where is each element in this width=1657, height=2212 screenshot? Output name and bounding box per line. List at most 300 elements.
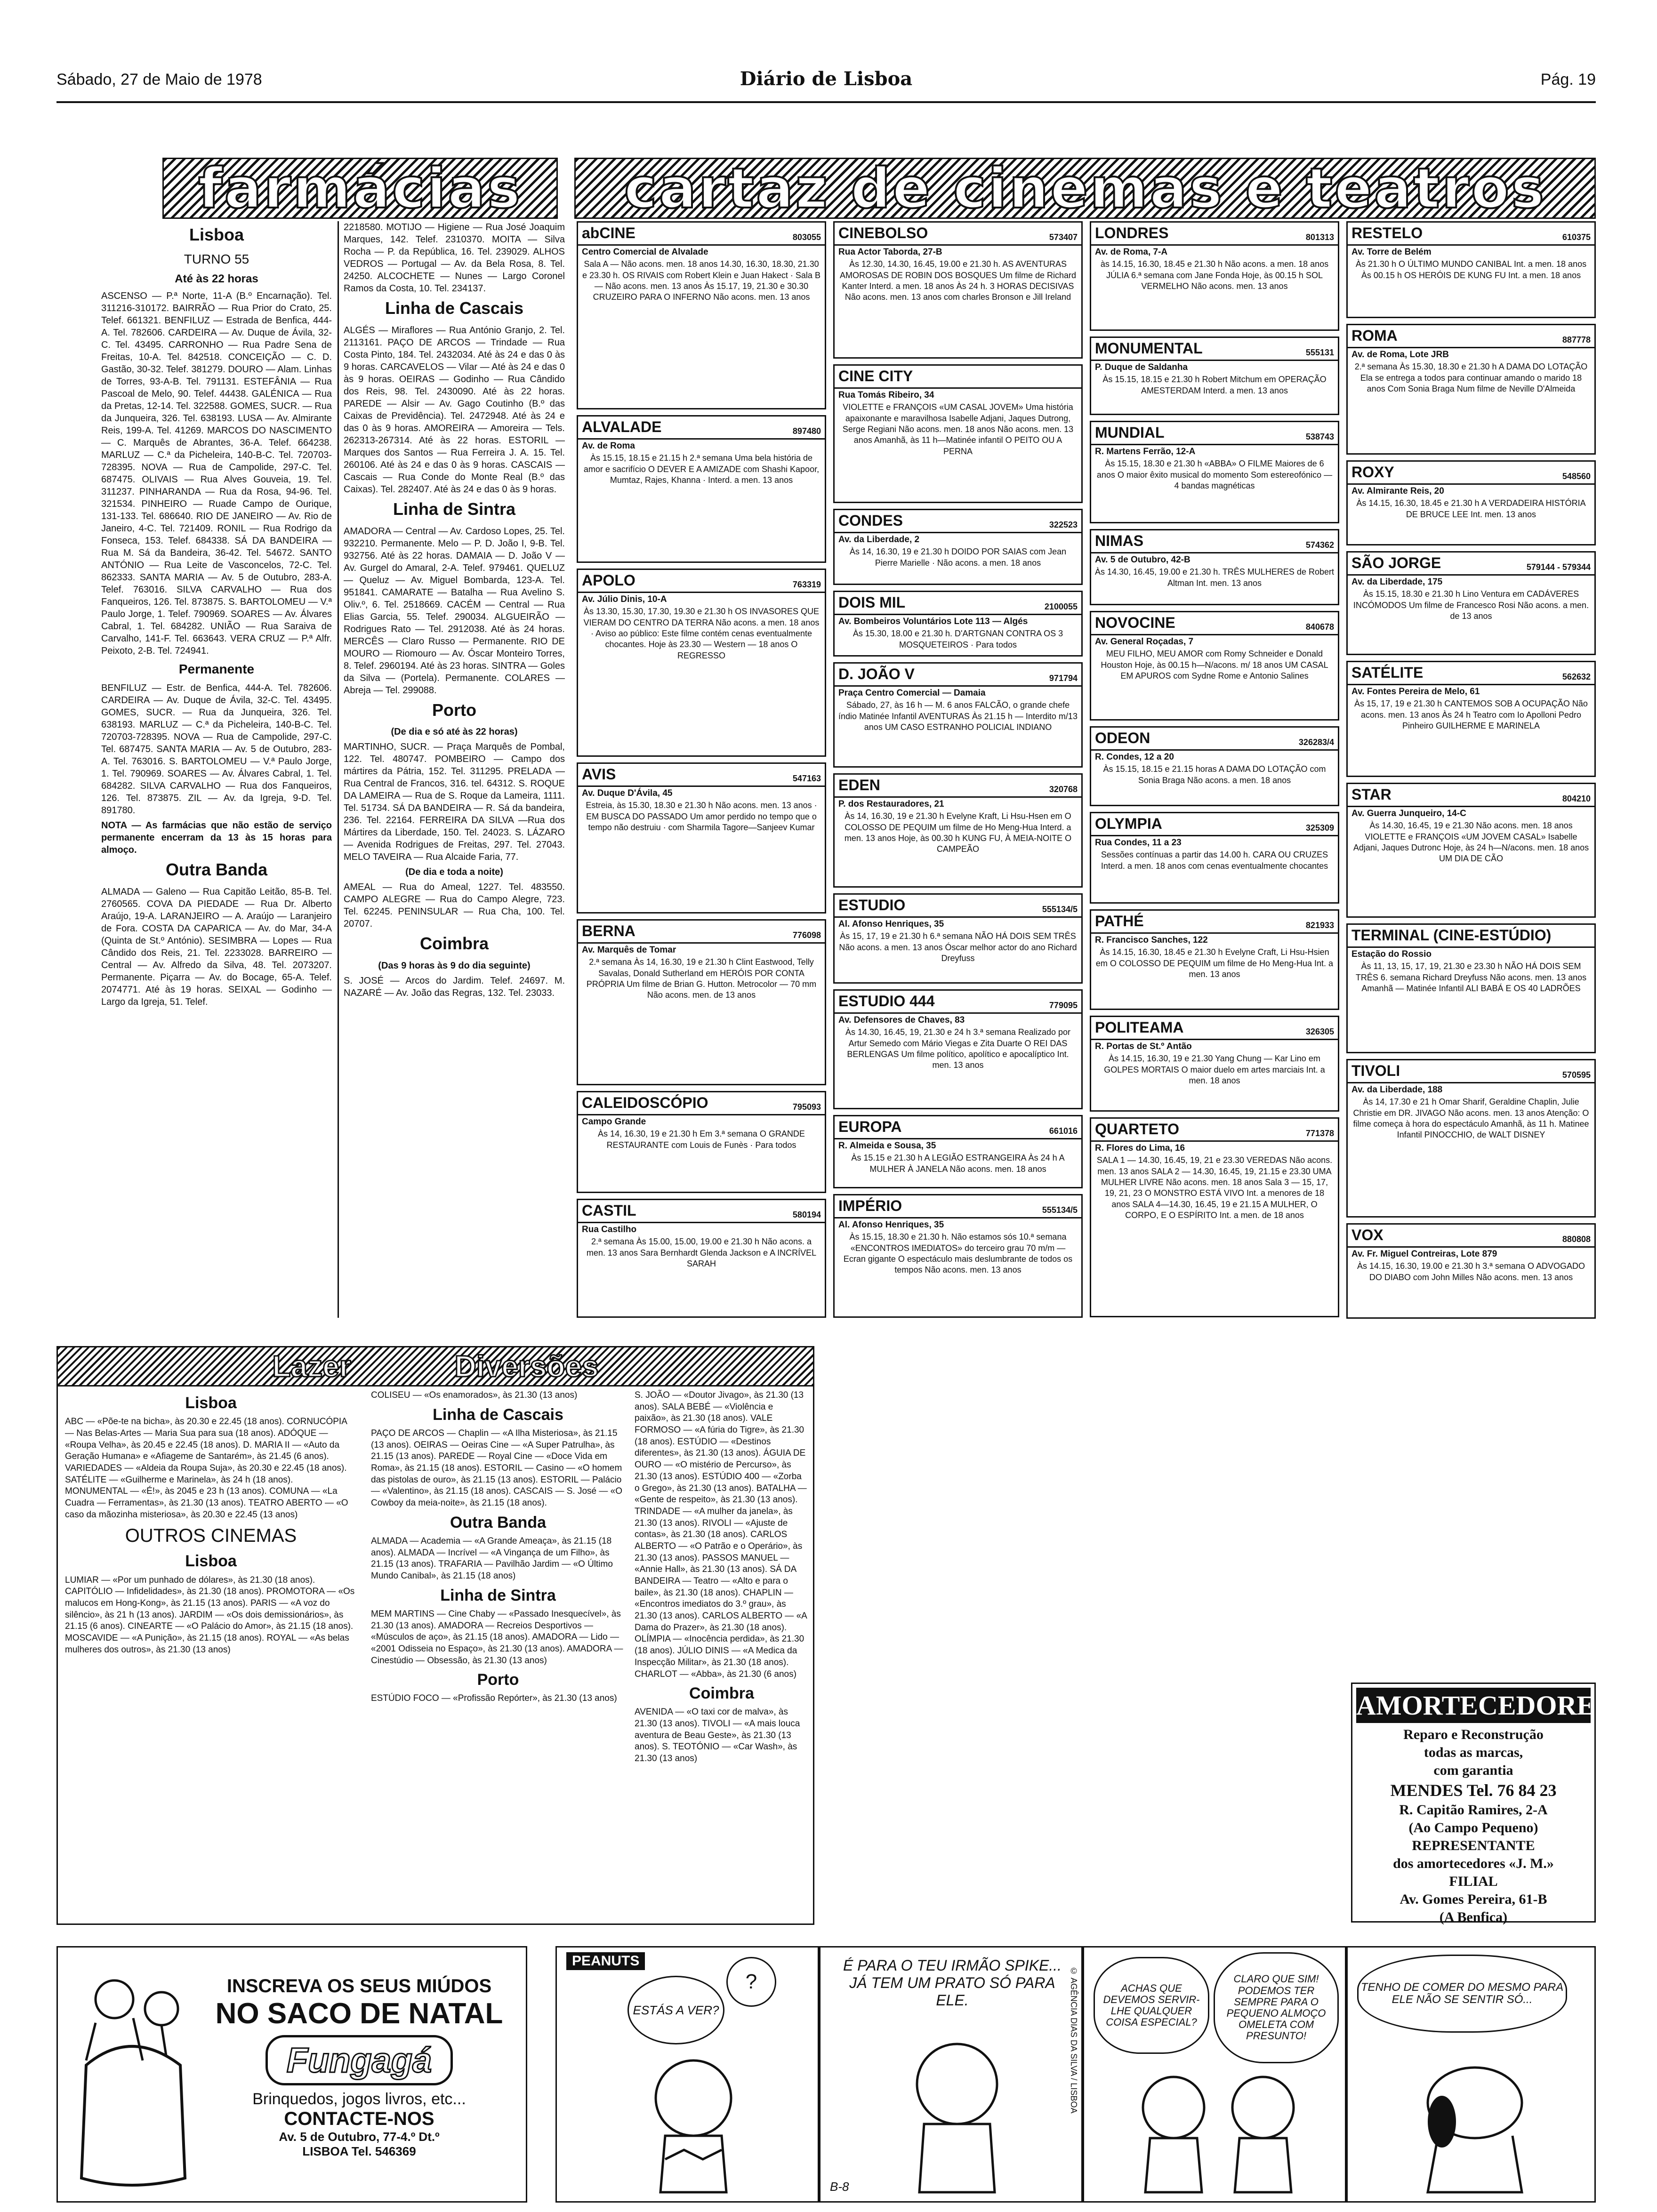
cinema-header — [1348, 462, 1594, 485]
cinema-header — [835, 223, 1081, 246]
cinema-name: CONDES — [838, 512, 903, 529]
cinema-header — [1091, 338, 1338, 361]
peanuts-panel-2 — [819, 1946, 1083, 2203]
cinema-program: Às 14, 16.30, 19 e 21.30 h Evelyne Kraft, Li Hsu-Hsen em O COLOSSO DE PEQUIM um filme de Ho Meng-Hua Interd. a men. 13 anos Hoje, às 00.30 h KUNG FU, À MEIA-NOITE O CAMPEÃO — [844, 811, 1072, 854]
ad-title: AMORTECEDORES — [1356, 1688, 1591, 1723]
cinema-name: QUARTETO — [1095, 1121, 1179, 1138]
cinema-header — [1348, 784, 1594, 807]
header-rule — [56, 101, 1596, 103]
cinema-header — [578, 223, 825, 246]
cinema-header — [578, 764, 825, 787]
cinema-listing — [833, 989, 1083, 1109]
cinema-listing — [1346, 923, 1596, 1053]
cinema-address: Av. Fontes Pereira de Melo, 61 — [1351, 686, 1480, 697]
cinema-address: R. Condes, 12 a 20 — [1095, 752, 1174, 762]
cinema-address: Centro Comercial de Alvalade — [582, 247, 708, 257]
cinema-header — [835, 775, 1081, 798]
children-sack-illustration — [67, 1971, 194, 2192]
cinema-program: Às 15, 17, 19 e 21.30 h 6.ª semana NÃO HÁ DOIS SEM TRÊS Não acons. a men. 13 anos Óscar melhor actor do ano Richard Dreyfuss — [839, 931, 1077, 963]
cinema-name: MONUMENTAL — [1095, 340, 1203, 357]
cinema-address: Rua Tomás Ribeiro, 34 — [838, 390, 934, 400]
ad-line: REPRESENTANTE — [1412, 1838, 1535, 1853]
cinema-address: R. Martens Ferrão, 12-A — [1095, 446, 1196, 457]
cinema-header — [1348, 1060, 1594, 1083]
cinema-name: SÃO JORGE — [1351, 554, 1441, 571]
lazer-cascais-heading: Linha de Cascais — [433, 1405, 563, 1424]
outros-list: LUMIAR — «Por um punhado de dólares», às 21.30 (18 anos). CAPITÓLIO — Infidelidades», às 21.30 (18 anos). PROMOTORA — «Os malucos em Hong-Kong», às 21.15 (13 anos). PARIS — «A voz do silêncio», às 21 h (13 anos). JARDIM — «Os dois demissionários», às 21.15 (6 anos). CINEARTE — «O Palácio do Amor», às 21.15 (18 anos). MOSCAVIDE — «A Punição», às 21.15 (18 anos). ROYAL — «As belas mulheres dos outros», às 21.30 (13 anos) — [65, 1575, 355, 1655]
porto-list: MARTINHO, SUCR. — Praça Marquês de Pombal, 122. Tel. 480747. POMBEIRO — Campo dos mártires da Pátria, 152. Tel. 311295. PRELADA — Rua Central de Francos, 316. tel. 64312. S. ROQUE DA LAMEIRA — Rua de S. Roque da Lameira, 1111. Tel. 51734. SÁ DA BANDEIRA — R. Sá da bandeira, 236. Tel. 22164. FERREIRA DA SILVA —Rua dos Mártires da Liberdade, 150. Tel. 24023. S. LÁZARO — Avenida Rodrigues de Freitas, 297. Tel. 27043. MELO TAVEIRA — Rua Alcaide Faria, 77. — [344, 742, 565, 863]
cinema-header — [1091, 422, 1338, 445]
lazer-col2 — [371, 1390, 625, 1707]
cinema-address: Rua Castilho — [582, 1224, 637, 1234]
nota-text: NOTA — As farmácias que não estão de serviço permanente encerram da 13 às 15 horas para almoço. — [101, 820, 332, 855]
lazer-porto-list: ESTÚDIO FOCO — «Profissão Repórter», às 21.30 (13 anos) — [371, 1693, 617, 1704]
cinema-name: RESTELO — [1351, 224, 1423, 241]
cinema-name: AVIS — [582, 766, 616, 783]
farmacias-banner: farmácias — [162, 158, 558, 219]
lazer-col1 — [65, 1390, 357, 1658]
cinema-phone: 555131 — [1305, 348, 1334, 358]
cinema-header — [1348, 325, 1594, 348]
cinema-listing — [1090, 611, 1339, 721]
cinema-listing — [1346, 783, 1596, 918]
cinema-program: Às 14.15, 16.30, 19.00 e 21.30 h 3.ª semana O ADVOGADO DO DIABO com John Milles Não acons. men. 13 anos — [1357, 1261, 1585, 1282]
cinema-address: Av. Marquês de Tomar — [582, 945, 676, 955]
cinema-address: Av. da Liberdade, 188 — [1351, 1084, 1443, 1095]
cinema-name: CALEIDOSCÓPIO — [582, 1094, 708, 1111]
cinema-listing — [1090, 421, 1339, 523]
lazer-banner: Lazer Diversões — [58, 1347, 813, 1387]
cinema-header — [1091, 530, 1338, 553]
cinema-phone: 803055 — [792, 232, 821, 242]
cinema-phone: 887778 — [1562, 335, 1591, 345]
ad-line: todas as marcas, — [1424, 1745, 1523, 1760]
cinema-header — [835, 1116, 1081, 1139]
cinema-address: P. Duque de Saldanha — [1095, 362, 1188, 372]
cinema-program: MEU FILHO, MEU AMOR com Romy Schneider e Donald Houston Hoje, às 00.15 h—N/acons. m/ 18 anos UM CASAL EM APUROS com Sydne Rome e Antonio Salines — [1101, 649, 1328, 681]
cinema-program: Às 14, 16.30, 19 e 21.30 h DOIDO POR SAIAS com Jean Pierre Marielle · Não acons. a men. 18 anos — [849, 547, 1067, 568]
fungaga-line1: INSCREVA OS SEUS MIÚDOS — [226, 1976, 492, 1996]
cinema-phone: 971794 — [1049, 673, 1078, 683]
cinema-listing — [1090, 337, 1339, 415]
porto-list2: AMEAL — Rua do Ameal, 1227. Tel. 483550. CAMPO ALEGRE — Rua do Campo Alegre, 723. Tel. 62245. PENINSULAR — Rua Cha, 100. Tel. 20707. — [344, 882, 565, 930]
cinema-program: Às 12.30, 14.30, 16.45, 19.00 e 21.30 h. AS AVENTURAS AMOROSAS DE ROBIN DOS BOSQUES Um filme de Richard Kanter Interd. a men. 18 anos Às 24 h. 3 HORAS DECISIVAS Não acons. men. 13 anos com charles Bronson e Jill Ireland — [839, 259, 1077, 302]
ad-line: FILIAL — [1449, 1874, 1498, 1889]
page-number: Pág. 19 — [1540, 71, 1596, 88]
speech-bubble: CLARO QUE SIM! PODEMOS TER SEMPRE PARA O PEQUENO ALMOÇO OMELETA COM PRESUNTO! — [1214, 1952, 1339, 2063]
cinema-program: Às 14, 17.30 e 21 h Omar Sharif, Geraldine Chaplin, Julie Christie em DR. JIVAGO Não acons. men. 13 anos Atenção: O filme começa à hora do espectáculo Amanhã, às 11 h. Matinee Infantil PINOCCHIO, de WALT DISNEY — [1353, 1097, 1589, 1140]
cinema-header — [1091, 612, 1338, 635]
cinema-header — [1091, 1119, 1338, 1142]
lazer-coimbra-list: AVENIDA — «O taxi cor de malva», às 21.30 (13 anos). TIVOLI — «A mais louca aventura de Beau Geste», às 21.30 (13 anos). S. TEOTÓNIO — «Car Wash», às 21.30 (13 anos) — [635, 1707, 800, 1764]
cinema-address: Rua Actor Taborda, 27-B — [838, 247, 942, 257]
cinema-address: Av. da Liberdade, 175 — [1351, 577, 1443, 587]
cinema-listing — [577, 762, 826, 914]
cinema-phone: 804210 — [1562, 794, 1591, 804]
cinema-address: Av. de Roma — [582, 441, 635, 451]
lazer-banda-list: ALMADA — Academia — «A Grande Ameaça», às 21.15 (18 anos). ALMADA — Incrível — «A Vingança de um Filho», às 21.15 (13 anos). TRAFARIA — Pavilhão Jardim — «O Último Mundo Canibal», às 21.15 (18 anos) — [371, 1536, 613, 1581]
col2-continued: 2218580. MOTIJO — Higiene — Rua José Joaquim Marques, 142. Telef. 2310370. MOITA — Silva Rocha — P. da República, 16. Tel. 239029. ALHOS VEDROS — Portugal — Av. da Bela Rosa, 8. Tel. 24250. ALCOCHETE — Nunes — Largo Coronel Ramos da Costa, 10. Tel. 234137. — [344, 222, 565, 294]
cinema-phone: 801313 — [1305, 232, 1334, 242]
cinema-program: Às 14.30, 16.45, 19 e 21.30 Não acons. men. 18 anos VIOLETTE e FRANÇOIS «UM JOVEM CASAL» Isabelle Adjani, Jaques Dutronc Hoje, às 24 h—N/acons. men. 18 anos UM DIA DE CÃO — [1353, 821, 1589, 864]
cinema-phone: 897480 — [792, 426, 821, 436]
peanuts-panel-4 — [1346, 1946, 1596, 2203]
lazer-lisboa-heading: Lisboa — [185, 1394, 237, 1412]
peanuts-panel-1 — [555, 1946, 819, 2203]
cinema-header — [835, 1195, 1081, 1218]
cascais-heading: Linha de Cascais — [385, 298, 524, 318]
fungaga-line3: Brinquedos, jogos livros, etc... — [252, 2090, 466, 2108]
charlie-brown-drawing — [632, 2056, 755, 2197]
cinema-program: Às 14.15, 16.30, 19 e 21.30 Yang Chung — Kar Lino em GOLPES MORTAIS O maior duelo em artes marciais Int. a men. 18 anos — [1104, 1054, 1325, 1086]
cinema-listing — [833, 1194, 1083, 1318]
cinema-name: CASTIL — [582, 1202, 636, 1219]
cinema-header — [578, 1200, 825, 1223]
outros-lisboa-heading: Lisboa — [185, 1552, 237, 1571]
cinema-listing — [1090, 221, 1339, 331]
cinema-phone: 573407 — [1049, 232, 1078, 242]
cinema-listing — [833, 893, 1083, 984]
cinema-name: POLITEAMA — [1095, 1019, 1184, 1036]
outros-cinemas-heading: OUTROS CINEMAS — [125, 1525, 297, 1547]
cinema-program: 2.ª semana Às 15.30, 18.30 e 21.30 h A DAMA DO LOTAÇÃO Ela se entrega a todos para continuar amando o marido 18 anos Com Sonia Braga Num filme de Neville D'Almeida — [1354, 362, 1588, 394]
peanuts-panel-3 — [1083, 1946, 1346, 2203]
cinema-header — [835, 664, 1081, 687]
permanente-list: BENFILUZ — Estr. de Benfica, 444-A. Tel. 782606. CARDEIRA — Av. Duque de Ávila, 32-C. Tel. 43495. GOMES, SUCR. — Rua da Junqueira, 326. Tel. 638193. MARLUZ — C.ª da Picheleira, 140-B-C. Tel. 720703-728395. NOVA — Rua de Campolide, 297-C. Tel. 687475. SANTA MARIA — Av. 5 de Outubro, 283-A. Tel. 763016. S. BARTOLOMEU — V.ª Paulo Jorge, 1. Tel. 790969. SOARES — Av. Álvares Cabral, 1. Tel. 684282. SILVA CARVALHO — Rua dos Fanqueiros, 126. Tel. 873875. ZIL — Av. da Igreja, 9-D. Tel. 891780. — [101, 682, 332, 816]
cinema-program: Às 14.15, 16.30, 18.45 e 21.30 h A VERDADEIRA HISTÓRIA DE BRUCE LEE Int. men. 13 anos — [1356, 498, 1586, 519]
cinema-program: Às 13.30, 15.30, 17.30, 19.30 e 21.30 h OS INVASORES QUE VIERAM DO CENTRO DA TERRA Não acons. a men. 18 anos · Aviso ao público: Este filme contém cenas eventualmente chocantes. Hoje às 23.30 — Western — 18 anos O REGRESSO — [583, 607, 820, 660]
sintra-list: AMADORA — Central — Av. Cardoso Lopes, 25. Tel. 932210. Permanente. Melo — P. D. João I, 9-B. Tel. 932756. Até às 22 horas. DAMAIA — D. João V — Av. Gurgel do Amaral, 2-A. Telef. 979461. QUELUZ — Queluz — Av. Miguel Bombarda, 123-A. Tel. 951841. CAMARATE — Batalha — Rua Avelino S. Oliv.º, 6. Tel. 2518669. CACÉM — Central — Rua Elias Garcia, 55. Telef. 290034. ALGUEIRÃO — Rodrigues Rato — Tel. 2912038. Até às 24 horas. MERCÊS — Claro Russo — Permanente. RIO DE MOURO — Riomouro — Av. Óscar Monteiro Torres, 8. Telef. 2960194. Até às 23 horas. SINTRA — Goles da Silva — (Portela). Permanente. COLARES — Abreja — Tel. 299088. — [344, 526, 565, 696]
cinema-name: BERNA — [582, 922, 635, 939]
cinema-phone: 570595 — [1562, 1070, 1591, 1080]
cinema-header — [1348, 553, 1594, 576]
cinema-program: 2.ª semana Às 14, 16.30, 19 e 21.30 h Clint Eastwood, Telly Savalas, Donald Sutherland em HERÓIS POR CONTA PRÓPRIA Um filme de Brian G. Hutton. Metrocolor — 70 mm Não acons. men. de 13 anos — [586, 957, 817, 1000]
cinema-header — [1091, 1017, 1338, 1040]
cinema-address: Av. de Roma, Lote JRB — [1351, 349, 1449, 360]
speech-bubble: ESTÁS A VER? — [627, 1976, 724, 2044]
lazer-sintra-list: MEM MARTINS — Cine Chaby — «Passado Inesquecível», às 21.30 (13 anos). AMADORA — Recreios Desportivos — «Músculos de aço», às 21.15 (18 anos). AMADORA — Lido — «2001 Odisseia no Espaço», às 21.30 (13 anos). AMADORA — Cinestúdio — Obsessão, às 21.30 (13 anos) — [371, 1609, 623, 1666]
cinema-listing — [1346, 1059, 1596, 1218]
cinema-name: SATÉLITE — [1351, 664, 1424, 681]
outra-banda-heading: Outra Banda — [165, 859, 268, 879]
cinema-phone: 661016 — [1049, 1126, 1078, 1136]
cinema-phone: 562632 — [1562, 672, 1591, 682]
cinema-name: STAR — [1351, 786, 1392, 803]
peanuts-title: PEANUTS — [566, 1952, 645, 1970]
cinema-phone: 322523 — [1049, 520, 1078, 530]
cinema-phone: 555134/5 — [1042, 905, 1078, 914]
lisboa-list: ASCENSO — P.ª Norte, 11-A (B.º Encarnação). Tel. 311216-310172. BAIRRÃO — Rua Prior do Crato, 25. Telef. 661321. BENFILUZ — Estrada de Benfica, 444-A. Tel. 782606. CARDEIRA — Av. Duque de Ávila, 32-C. Tel. 43495. CARRONHO — Rua Padre Sena de Freitas, 10-A. Tel. 842518. CONCEIÇÃO — C. D. Gastão, 30-32. Telef. 381279. DOURO — Alam. Linhas de Torres, 93-A-B. Tel. 791131. ESTEFÂNIA — Rua Pascoal de Melo, 90. Telef. 44438. GALÉNICA — Rua da Pretas, 12-14. Tel. 322588. GOMES, SUCR. — Rua da Junqueira, 326. Tel. 638193. LUSA — Av. Almirante Reis, 199-A. Tel. 41269. MARCOS DO NASCIMENTO — C. Marquês de Abrantes, 36-A. Telef. 664238. MARLUZ — C.ª da Picheleira, 140-B-C. Tel. 720703-728395. NOVA — Rua de Campolide, 297-C. Tel. 687475. OLIVAIS — Rua Alves Gouveia, 19. Tel. 311237. PINHARANDA — Rua da Rosa, 94-96. Tel. 321534. PINHEIRO — Ruade Campo de Ourique, 131-133. Tel. 686640. RIO DE JANEIRO — Av. Rio de Janeiro, 4-C. Tel. 721409. RONIL — Rua Rodrigo da Fonseca, 153. Telef. 684338. SÁ DA BANDEIRA — Rua M. Sá da Bandeira, 36-42. Tel. 54672. SANTO ANTÓNIO — Rua Leite de Vasconcelos, 72-C. Tel. 862333. SANTA MARIA — Av. 5 de Outubro, 283-A. Telef. 763016. SILVA CARVALHO — Rua dos Fanqueiros, 126. Tel. 873875. S. BARTOLOMEU — V.ª Paulo Jorge, 1. Telef. 790969. SOARES — Av. Álvares Cabral, 1. Tel. 684282. UNIÃO — Rua Saraiva de Carvalho, 141-F. Tel. 663643. VERA CRUZ — P.ª Alfr. Peixoto, 2-B. Tel. 724941. — [101, 291, 332, 657]
cinema-name: IMPÉRIO — [838, 1197, 902, 1214]
cinema-header — [1091, 223, 1338, 246]
cinema-name: ESTUDIO 444 — [838, 993, 935, 1010]
cinema-address: Estação do Rossio — [1351, 949, 1432, 959]
cinema-name: LONDRES — [1095, 224, 1169, 241]
cinema-listing — [577, 1091, 826, 1193]
cinema-phone: 580194 — [792, 1210, 821, 1220]
cinema-header — [578, 921, 825, 944]
cinema-header — [1348, 1225, 1594, 1248]
cinema-program: Às 15, 17, 19 e 21.30 h CANTEMOS SOB A OCUPAÇÃO Não acons. men. 13 anos Às 24 h Teatro com Io Apolloni Pedro Pinheiro GUILHERME E MARINELA — [1354, 699, 1588, 731]
farmacias-col2 — [344, 221, 565, 1318]
cinema-header — [578, 1092, 825, 1115]
lazer-lisboa-list: ABC — «Põe-te na bicha», às 20.30 e 22.45 (18 anos). CORNUCÓPIA — Nas Belas-Artes — Maria Sua para sua (18 anos). ADÓQUE — «Roupa Velha», às 20.45 e 22.45 (18 anos). D. MARIA II — «Auto da Geração Humana» e «Afiageme de Santarém», às 21.45 (6 anos). VARIEDADES — «Aldeia da Roupa Suja», às 20.30 e 22.45 (18 anos). SATÉLITE — «Guilherme e Marinela», às 24 h (18 anos). MONUMENTAL — «É!», às 2045 e 23 h (13 anos). COMUNA — «La Cuadra — Ferramentas», às 21.30 (13 anos). TEATRO ABERTO — «O caso da mãozinha misteriosa», às 20.30 e 22.45 (13 anos) — [65, 1417, 348, 1520]
cinema-name: PATHÉ — [1095, 913, 1144, 930]
cinema-phone: 779095 — [1049, 1001, 1078, 1010]
cinema-address: Av. Bombeiros Voluntários Lote 113 — Algés — [838, 616, 1028, 626]
cinema-name: TERMINAL (CINE-ESTÚDIO) — [1351, 927, 1552, 944]
ad-phone: MENDES Tel. 76 84 23 — [1390, 1781, 1557, 1800]
cinema-address: Rua Condes, 11 a 23 — [1095, 837, 1182, 848]
cinema-name: D. JOÃO V — [838, 665, 915, 682]
ad-line: Av. Gomes Pereira, 61-B — [1400, 1891, 1547, 1907]
cinema-name: DOIS MIL — [838, 594, 906, 611]
coliseu-entry: COLISEU — «Os enamorados», às 21.30 (13 anos) — [371, 1390, 578, 1400]
cinema-program: Às 15.15, 18.15 e 21.15 horas A DAMA DO LOTAÇÃO com Sonia Braga Não acons. a men. 18 anos — [1103, 764, 1326, 785]
cinema-name: OLYMPIA — [1095, 815, 1162, 832]
cinema-address: Av. da Liberdade, 2 — [838, 534, 920, 545]
outra-banda-list: ALMADA — Galeno — Rua Capitão Leitão, 85-B. Tel. 2760565. COVA DA PIEDADE — Rua Dr. Alberto Araújo, 19-A. LARANJEIRO — A. Araújo — Laranjeiro de Fora. COSTA DA CAPARICA — Av. do Mar, 34-A (Quinta de St.º António). SESIMBRA — Lopes — Rua Cândido dos Reis, 21. Tel. 2233028. BARREIRO — Central — Av. Alfredo da Silva, 48. Tel. 2073207. Permanente. Piçarra — Av. do Bocage, 65-A. Telef. 2074771. Até às 19 horas. SEIXAL — Godinho — Largo da Igreja, 51. Telef. — [101, 886, 332, 1007]
speech-bubble: ACHAS QUE DEVEMOS SERVIR-LHE QUALQUER COISA ESPECIAL? — [1094, 1957, 1209, 2054]
cinema-name: NIMAS — [1095, 532, 1144, 549]
cascais-list: ALGÉS — Miraflores — Rua António Granjo, 2. Tel. 2113161. PAÇO DE ARCOS — Trindade — Rua Costa Pinto, 184. Tel. 2432034. Até às 24 e das 0 às 9 horas. CARCAVELOS — Vilar — Até às 24 e das 0 às 9 horas. OEIRAS — Godinho — Rua Cândido dos Reis, 98. Tel. 2430090. Até às 22 horas. PAREDE — Alsir — Av. Gago Coutinho (B.º das Caixas de Previdência). Tel. 2472948. Até às 24 e das 0 às 9 horas. AMOREIRA — Amoreira — Tels. 262313-267314. Até às 22 horas. ESTORIL — Marques dos Santos — Rua Ferreira J. A. 15. Tel. 260106. Até às 24 e das 0 às 9 horas. CASCAIS — Cascais — Rua Conde do Monte Real (B.º das Caixas). Tel. 282407. Até às 24 e das 0 às 9 horas. — [344, 325, 565, 495]
farmacias-col1 — [101, 221, 332, 1318]
fungaga-ad — [56, 1946, 527, 2203]
cinema-listing — [833, 221, 1083, 359]
amortecedores-ad — [1351, 1683, 1610, 1925]
cinema-program: Às 14.30, 16.45, 19, 21.30 e 24 h 3.ª semana Realizado por Artur Semedo com Mário Viegas e Zita Duarte O REI DAS BERLENGAS Um filme político, apolítico e apocalíptico Int. men. 13 anos — [845, 1027, 1070, 1070]
fungaga-line6: LISBOA Tel. 546369 — [302, 2144, 416, 2158]
cinema-name: ALVALADE — [582, 418, 662, 435]
cinema-listing — [1346, 324, 1596, 455]
cinema-address: Av. Fr. Miguel Contreiras, Lote 879 — [1351, 1249, 1497, 1259]
cinema-address: Al. Afonso Henriques, 35 — [838, 919, 944, 929]
cartaz-banner: cartaz de cinemas e teatros — [574, 158, 1596, 219]
cinema-name: abCINE — [582, 224, 635, 241]
ad-line: (A Benfica) — [1439, 1909, 1508, 1925]
cinema-listing — [1090, 1117, 1339, 1317]
cinema-listing — [577, 569, 826, 757]
ad-line: Reparo e Reconstrução — [1403, 1727, 1544, 1742]
cinema-program: Às 15.15, 18.15 e 21.30 h Robert Mitchum em OPERAÇÃO AMESTERDAM Interd. a men. 13 anos — [1102, 375, 1327, 395]
masthead: Diário de Lisboa — [740, 68, 913, 90]
cinema-listing — [833, 773, 1083, 888]
lazer-sintra-heading: Linha de Sintra — [440, 1586, 556, 1604]
lazer-banda-heading: Outra Banda — [450, 1513, 547, 1531]
cinema-listing — [1346, 460, 1596, 545]
cinema-name: ESTUDIO — [838, 897, 906, 914]
ad-line: com garantia — [1433, 1763, 1513, 1778]
cinema-program: Às 15.15 e 21.30 h A LEGIÃO ESTRANGEIRA Às 24 h A MULHER À JANELA Não acons. men. 18 anos — [851, 1153, 1065, 1174]
cinema-phone: 538743 — [1305, 432, 1334, 442]
ad-line: R. Capitão Ramires, 2-A — [1399, 1802, 1548, 1818]
peanuts-tag: B-8 — [830, 2180, 849, 2194]
permanente-heading: Permanente — [178, 662, 255, 677]
cinema-listing — [1346, 551, 1596, 655]
snoopy-drawing — [1381, 2051, 1569, 2197]
lazer-cascais-list: PAÇO DE ARCOS — Chaplin — «A Ilha Misteriosa», às 21.15 (13 anos). OEIRAS — Oeiras Cine — «A Super Patrulha», às 21.15 (13 anos). PAREDE — Royal Cine — «Doce Vida em Roma», às 21.15 (18 anos). ESTORIL — Casino — «O homem das pistolas de ouro», às 21.15 (13 anos). ESTORIL — Palácio — «Valentino», às 21.15 (18 anos). CASCAIS — S. José — «O Cowboy da meia-noite», às 21.15 (18 anos). — [371, 1428, 623, 1508]
cinema-phone: 821933 — [1305, 921, 1334, 930]
cinema-phone: 880808 — [1562, 1234, 1591, 1244]
charlie-brown-drawing — [886, 2037, 1028, 2197]
cinema-phone: 326305 — [1305, 1027, 1334, 1037]
cinema-phone: 555134/5 — [1042, 1205, 1078, 1215]
cinema-listing — [1346, 661, 1596, 777]
sintra-heading: Linha de Sintra — [393, 499, 516, 519]
column-divider — [338, 221, 339, 1318]
cinema-name: ODEON — [1095, 729, 1150, 746]
cinema-listing — [1090, 909, 1339, 1010]
cinema-phone: 610375 — [1562, 232, 1591, 242]
cinema-program: Às 15.30, 18.00 e 21.30 h. D'ARTGNAN CONTRA OS 3 MOSQUETEIROS · Para todos — [853, 629, 1063, 649]
cinema-listing — [833, 662, 1083, 768]
cinema-listing — [833, 364, 1083, 503]
cinema-program: Sala A — Não acons. men. 18 anos 14.30, 16.30, 18.30, 21.30 e 23.30 h. OS RIVAIS com Robert Klein e Juan Hakect · Sala B — Não acons. men. 13 anos Às 15.17, 19, 21.30 e 30.30 CRUZEIRO PARA O INFERNO Não acons. men. 13 anos — [582, 259, 820, 302]
cinema-header — [835, 366, 1081, 389]
cinema-address: Al. Afonso Henriques, 35 — [838, 1219, 944, 1230]
cinema-listing — [833, 509, 1083, 585]
cinema-listing — [577, 221, 826, 409]
peanuts-caption-2: É PARA O TEU IRMÃO SPIKE... JÁ TEM UM PRATO SÓ PARA ELE. — [843, 1957, 1062, 2009]
cinema-phone: 548560 — [1562, 472, 1591, 481]
cinema-phone: 579144 - 579344 — [1526, 562, 1591, 572]
cinema-address: Av. Almirante Reis, 20 — [1351, 486, 1444, 496]
cinema-listing — [1346, 1223, 1596, 1319]
cinema-listing — [577, 415, 826, 563]
cinema-listing — [833, 1115, 1083, 1188]
turno-label: TURNO 55 — [184, 251, 249, 266]
cinema-header — [578, 417, 825, 440]
cinema-address: Av. Duque D'Ávila, 45 — [582, 788, 673, 798]
cinema-address: R. Flores do Lima, 16 — [1095, 1143, 1185, 1153]
cinema-header — [835, 991, 1081, 1014]
cinema-header — [1091, 813, 1338, 836]
cinema-header — [1091, 911, 1338, 934]
ad-line: (Ao Campo Pequeno) — [1408, 1820, 1538, 1835]
cinema-address: R. Almeida e Sousa, 35 — [838, 1140, 936, 1151]
cinema-name: CINE CITY — [838, 368, 913, 385]
lisboa-heading: Lisboa — [189, 225, 244, 244]
cinema-name: MUNDIAL — [1095, 424, 1165, 441]
page-header — [56, 68, 1596, 94]
cinema-program: às 14.15, 16.30, 18.45 e 21.30 h Não acons. a men. 18 anos JÚLIA 6.ª semana com Jane Fonda Hoje, às 00.15 h SOL VERMELHO Não acons. men. 13 anos — [1100, 259, 1329, 291]
cinema-program: Às 15.15, 18.30 e 21.30 h. Não estamos sós 10.ª semana «ENCONTROS IMEDIATOS» do terceiro grau 70 m/m — Ecran gigante O espectáculo mais deslumbrante de todos os tempos Não acons. men. 13 anos — [843, 1232, 1073, 1275]
cinema-program: Às 14, 16.30, 19 e 21.30 h Em 3.ª semana O GRANDE RESTAURANTE com Louis de Funès · Para todos — [598, 1129, 805, 1150]
charlie-lucy-drawing — [1122, 2070, 1319, 2197]
fungaga-line2: NO SACO DE NATAL — [215, 1997, 503, 2030]
cinema-program: Sábado, 27, às 16 h — M. 6 anos FALCÃO, o grande chefe índio Matinée Infantil AVENTURAS Às 21.15 h — Interdito m/13 anos UM CASO ESTRANHO POLICIAL INDIANO — [838, 700, 1078, 732]
cinema-header — [1091, 728, 1338, 751]
lazer-col3 — [635, 1390, 809, 1767]
fungaga-logo: Fungagá — [265, 2035, 453, 2085]
cinema-phone: 795093 — [792, 1102, 821, 1112]
cinema-address: Av. General Roçadas, 7 — [1095, 636, 1194, 647]
porto-sub2: (De dia e toda a noite) — [405, 867, 503, 878]
cinema-address: Campo Grande — [582, 1116, 646, 1127]
cinema-name: ROMA — [1351, 327, 1398, 344]
cinema-phone: 325309 — [1305, 823, 1334, 833]
cinema-program: Às 11, 13, 15, 17, 19, 21.30 e 23.30 h NÃO HÁ DOIS SEM TRÊS 6. semana Richard Dreyfuss Não acons. men. 13 anos Amanhã — Matinée Infantil ALI BABÁ E OS 40 LADRÕES — [1355, 962, 1587, 994]
cinema-program: Estreia, às 15.30, 18.30 e 21.30 h Não acons. men. 13 anos · EM BUSCA DO PASSADO Um amor perdido no tempo que o tempo não destruiu · com Sharmila Tagore—Sanjeev Kumar — [586, 801, 817, 833]
porto-heading: Porto — [432, 700, 476, 720]
cinema-phone: 763319 — [792, 580, 821, 590]
cinema-phone: 776098 — [792, 930, 821, 940]
cinema-address: Av. Defensores de Chaves, 83 — [838, 1015, 965, 1025]
cinema-listing — [1090, 1016, 1339, 1112]
cinema-name: TIVOLI — [1351, 1062, 1400, 1079]
cinema-program: Sessões contínuas a partir das 14.00 h. CARA OU CRUZES Interd. a men. 18 anos com cenas eventualmente chocantes — [1101, 850, 1328, 871]
cinema-name: ROXY — [1351, 464, 1394, 481]
cinema-program: VIOLETTE e FRANÇOIS «UM CASAL JOVEM» Uma história apaixonante e maravilhosa Isabelle Adjani, Jaques Dutrong, Serge Regiani Não acons. men. 18 anos Não acons. men. 13 anos Amanhã, às 11 h—Matinée infantil O PEITO OU A PERNA — [842, 402, 1074, 456]
cinema-listing — [1090, 529, 1339, 605]
coimbra-heading: Coimbra — [419, 934, 489, 954]
cinema-phone: 840678 — [1305, 622, 1334, 632]
cinema-phone: 2100055 — [1044, 602, 1078, 612]
cinema-header — [578, 570, 825, 593]
lazer-porto-heading: Porto — [477, 1671, 519, 1689]
cinema-header — [835, 510, 1081, 533]
cinema-listing — [1090, 812, 1339, 904]
peanuts-credit: © AGÊNCIA DIAS DA SILVA / LISBOA — [1069, 1966, 1078, 2114]
cinema-header — [1348, 925, 1594, 948]
cinema-name: NOVOCINE — [1095, 614, 1175, 631]
issue-date: Sábado, 27 de Maio de 1978 — [56, 71, 262, 88]
cinema-header — [835, 592, 1081, 615]
cinema-address: P. dos Restauradores, 21 — [838, 799, 944, 809]
cinema-address: Av. Torre de Belém — [1351, 247, 1432, 257]
cinema-phone: 547163 — [792, 774, 821, 784]
porto-sub: (De dia e só até às 22 horas) — [391, 727, 518, 737]
question-bubble: ? — [726, 1957, 776, 2007]
lazer-porto-cinemas: S. JOÃO — «Doutor Jivago», às 21.30 (13 anos). SALA BEBÉ — «Violência e paixão», às 21.30 (18 anos). VALE FORMOSO — «A fúria do Tigre», às 21.30 (18 anos). ESTÚDIO — «Destinos diferentes», às 21.30 (13 anos). ÁGUIA DE OURO — «O mistério de Percurso», às 21.30 (13 anos). ESTÚDIO 400 — «Zorba o Grego», às 21.30 (13 anos). BATALHA — «Gente de respeito», às 21.30 (13 anos). TRINDADE — «A mulher da janela», às 21.30 (13 anos). RIVOLI — «Ajuste de contas», às 21.30 (18 anos). CARLOS ALBERTO — «O Patrão e o Operário», às 21.30 (13 anos). PASSOS MANUEL — «Annie Hall», às 21.30 (13 anos). SÁ DA BANDEIRA — Teatro — «Alto e para o baile», às 21.30 (18 anos). CHAPLIN — «Encontros imediatos do 3.º grau», às 21.30 (13 anos). CARLOS ALBERTO — «A Dama do Prazer», às 21.30 (18 anos). OLÍMPIA — «Inocência perdida», às 21.30 (18 anos). JÚLIO DINIS — «A Medica da Inspecção Militar», às 21.30 (18 anos). CHARLOT — «Abba», às 21.30 (6 anos) — [635, 1390, 807, 1679]
cinema-name: EUROPA — [838, 1118, 902, 1135]
cinema-listing — [1346, 221, 1596, 318]
coimbra-sub: (Das 9 horas às 9 do dia seguinte) — [378, 961, 531, 971]
cinema-address: R. Francisco Sanches, 122 — [1095, 935, 1208, 945]
cinema-program: Às 15.15, 18.15 e 21.15 h 2.ª semana Uma bela história de amor e sacrifício O DEVER E A AMIZADE com Shashi Kapoor, Mumtaz, Rajes, Khanna · Interd. a men. 13 anos — [583, 453, 820, 485]
cinema-program: Às 15.15, 18.30 e 21.30 h Lino Ventura em CADÁVERES INCÓMODOS Um filme de Francesco Rosi Não acons. a men. de 13 anos — [1353, 589, 1589, 621]
cinema-listing — [577, 1199, 826, 1318]
lazer-coimbra-heading: Coimbra — [689, 1684, 754, 1703]
cinema-address: Praça Centro Comercial — Damaia — [838, 688, 986, 698]
cinema-program: Às 14.30, 16.45, 19.00 e 21.30 h. TRÊS MULHERES de Robert Altman Int. men. 13 anos — [1095, 567, 1334, 588]
cinema-header — [1348, 662, 1594, 685]
cinema-listing — [833, 591, 1083, 657]
cinema-listing — [577, 919, 826, 1085]
ad-line: dos amortecedores «J. M.» — [1393, 1856, 1554, 1871]
cinema-program: Às 14.15, 16.30, 18.45 e 21.30 h Evelyne Craft, Li Hsu-Hsien em O COLOSSO DE PEQUIM um filme de Ho Meng-Hua Int. a men. 13 anos — [1095, 947, 1334, 979]
cinema-address: Av. Júlio Dinis, 10-A — [582, 594, 667, 604]
coimbra-list: S. JOSÉ — Arcos do Jardim. Telef. 24697. M. NAZARÉ — Av. João das Regras, 132. Tel. 23033. — [344, 976, 565, 999]
cinema-program: Às 15.15, 18.30 e 21.30 h «ABBA» O FILME Maiores de 6 anos O maior êxito musical do momento Som estereofónico — 4 bandas magnéticas — [1096, 459, 1333, 491]
cinema-program: SALA 1 — 14.30, 16.45, 19, 21 e 23.30 VEREDAS Não acons. men. 13 anos SALA 2 — 14.30, 16.45, 19, 21.15 e 23.30 UMA MULHER LIVRE Não acons. men. 18 anos Sala 3 — 15, 17, 19, 21, 23 O MONSTRO ESTÁ VIVO Int. a menores de 18 anos SALA 4—14.30, 16.45, 19 e 21.15 A MULHER, O CORPO, E O ESPÍRITO Int. a men. de 18 anos — [1096, 1155, 1333, 1220]
lazer-section — [56, 1346, 814, 1925]
cinema-name: CINEBOLSO — [838, 224, 928, 241]
cinema-program: 2.ª semana Às 15.00, 15.00, 19.00 e 21.30 h Não acons. a men. 13 anos Sara Bernhardt Glenda Jackson e A INCRÍVEL SARAH — [586, 1237, 817, 1269]
speech-bubble: TENHO DE COMER DO MESMO PARA ELE NÃO SE SENTIR SÓ... — [1357, 1955, 1567, 2033]
cinema-address: Av. Guerra Junqueiro, 14-C — [1351, 808, 1466, 818]
fungaga-line5: Av. 5 de Outubro, 77-4.º Dt.º — [279, 2130, 440, 2144]
cinema-phone: 574362 — [1305, 540, 1334, 550]
fungaga-line4: CONTACTE-NOS — [284, 2108, 434, 2129]
cinema-header — [1348, 223, 1594, 246]
cinema-header — [835, 895, 1081, 918]
cinema-phone: 326283/4 — [1298, 737, 1334, 747]
cinema-name: APOLO — [582, 572, 635, 589]
cinema-name: VOX — [1351, 1226, 1384, 1243]
cinema-name: EDEN — [838, 777, 880, 793]
cinema-address: Av. de Roma, 7-A — [1095, 247, 1168, 257]
